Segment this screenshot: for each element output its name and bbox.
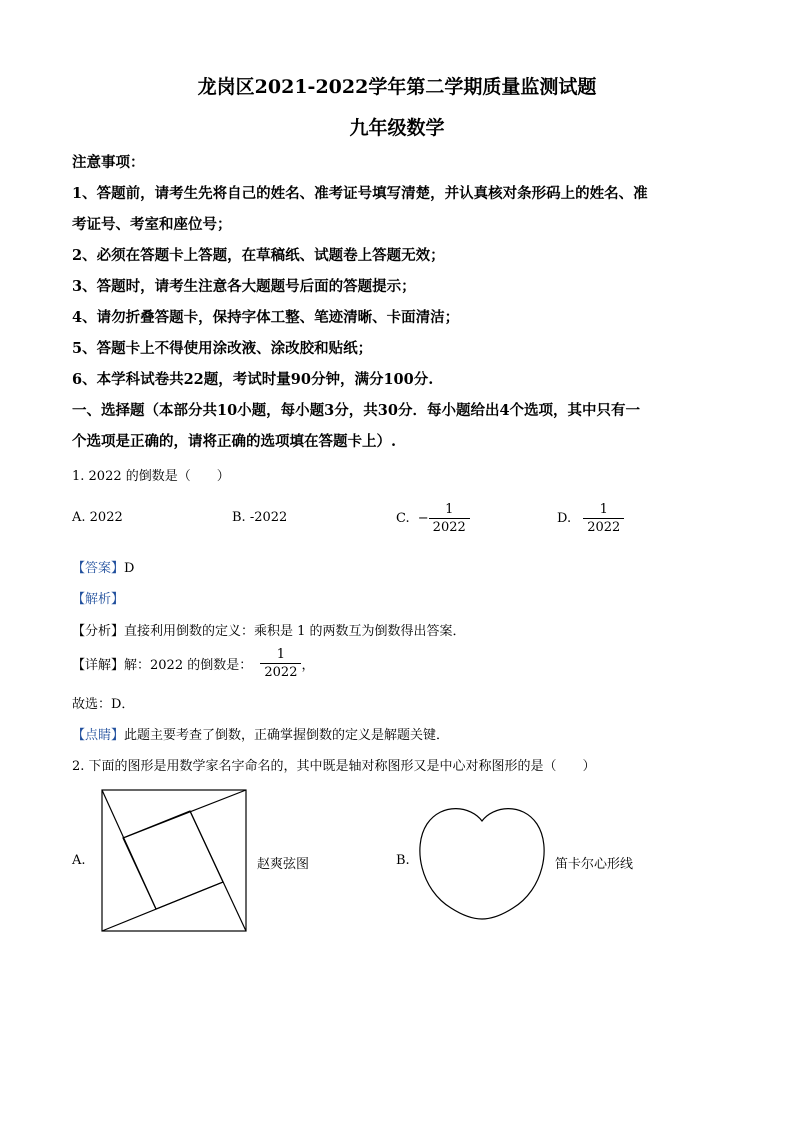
outer-square bbox=[102, 790, 246, 931]
q2-option-b-label: B. bbox=[396, 853, 410, 868]
section-heading-cont: 个选项是正确的，请将正确的选项填在答题卡上）. bbox=[72, 433, 397, 450]
chord-line bbox=[102, 790, 156, 909]
question-1-stem: 1. 2022 的倒数是（ ） bbox=[72, 469, 230, 484]
detail-tag: 【详解】 bbox=[72, 658, 125, 673]
q1-comment bbox=[72, 724, 449, 743]
fenxi-text: 直接利用倒数的定义：乘积是 1 的两数互为倒数得出答案． bbox=[124, 624, 466, 639]
fraction-numerator: 1 bbox=[276, 647, 286, 662]
notice-item: 考证号、考室和座位号； bbox=[72, 216, 232, 233]
q2-option-b-caption: 笛卡尔心形线 bbox=[555, 857, 634, 872]
fraction bbox=[260, 646, 301, 681]
q1-option-a: A. 2022 bbox=[72, 510, 123, 525]
notice-item: 4、请勿折叠答题卡，保持字体工整、笔迹清晰、卡面清洁； bbox=[72, 309, 460, 326]
answer-tag: 【答案】 bbox=[72, 561, 125, 576]
fraction-numerator: 1 bbox=[445, 502, 454, 517]
q1-analysis-tag bbox=[72, 588, 124, 607]
analysis-tag: 【解析】 bbox=[72, 592, 125, 607]
section-heading: 一、选择题（本部分共10小题，每小题3分，共30分．每小题给出4个选项，其中只有一 bbox=[72, 402, 641, 419]
notice-item: 3、答题时，请考生注意各大题题号后面的答题提示； bbox=[72, 278, 416, 295]
comment-tag: 【点睛】 bbox=[72, 728, 125, 743]
detail-end: ， bbox=[301, 658, 315, 673]
q1-option-c bbox=[396, 501, 470, 536]
q1-option-d-label: D. bbox=[557, 511, 572, 526]
detail-text: 解：2022 的倒数是： bbox=[124, 658, 253, 673]
notice-item: 5、答题卡上不得使用涂改液、涂改胶和贴纸； bbox=[72, 340, 373, 357]
page-subtitle: 九年级数学 bbox=[349, 117, 445, 139]
q1-option-b: B. -2022 bbox=[232, 510, 288, 525]
fraction bbox=[583, 501, 624, 536]
chord-line bbox=[102, 882, 223, 931]
q1-fenxi bbox=[72, 620, 466, 639]
chord-line bbox=[190, 811, 246, 931]
fraction bbox=[429, 501, 470, 536]
q1-option-c-label: C. bbox=[396, 511, 410, 526]
cardioid-figure bbox=[415, 802, 550, 922]
inner-square bbox=[123, 811, 223, 909]
notice-item: 1、答题前，请考生先将自己的姓名、准考证号填写清楚，并认真核对条形码上的姓名、准 bbox=[72, 185, 648, 202]
q2-option-a-label: A. bbox=[72, 853, 86, 868]
fenxi-tag: 【分析】 bbox=[72, 624, 125, 639]
chord-line bbox=[123, 790, 246, 838]
answer-value: D bbox=[124, 561, 135, 576]
cardioid-curve bbox=[420, 809, 544, 919]
q1-choose: 故选：D． bbox=[72, 697, 135, 712]
zhao-shuang-figure bbox=[100, 788, 250, 934]
comment-text: 此题主要考查了倒数，正确掌握倒数的定义是解题关键． bbox=[124, 728, 450, 743]
q2-option-a-caption: 赵爽弦图 bbox=[257, 857, 310, 872]
q1-detail bbox=[72, 646, 314, 681]
fraction-denominator: 2022 bbox=[432, 520, 466, 535]
q1-answer bbox=[72, 557, 134, 576]
fraction-denominator: 2022 bbox=[587, 520, 621, 535]
page-title: 龙岗区2021-2022学年第二学期质量监测试题 bbox=[197, 76, 597, 98]
q1-option-d bbox=[557, 501, 624, 536]
notice-item: 6、本学科试卷共22题，考试时量90分钟，满分100分. bbox=[72, 371, 434, 388]
fraction-denominator: 2022 bbox=[264, 665, 298, 680]
question-2-stem: 2. 下面的图形是用数学家名字命名的，其中既是轴对称图形又是中心对称图形的是（ ） bbox=[72, 759, 596, 774]
fraction-numerator: 1 bbox=[599, 502, 608, 517]
notice-item: 2、必须在答题卡上答题，在草稿纸、试题卷上答题无效； bbox=[72, 247, 445, 264]
q1-option-c-sign: − bbox=[417, 511, 429, 526]
notice-heading: 注意事项： bbox=[72, 154, 145, 171]
